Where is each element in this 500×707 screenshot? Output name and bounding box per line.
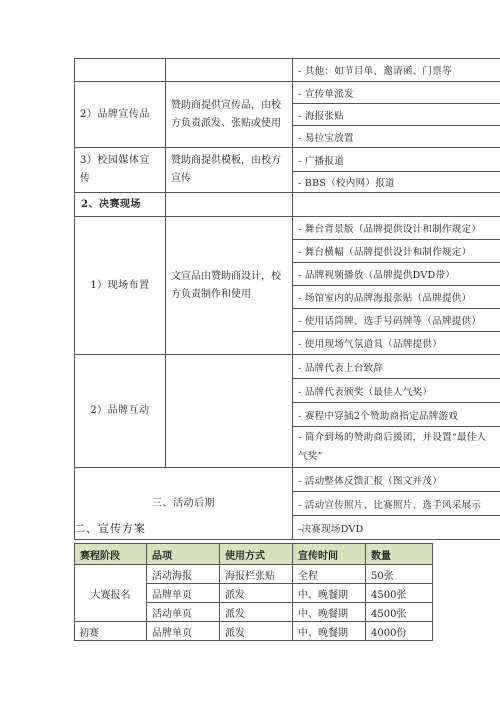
table-cell: 4500张 xyxy=(366,584,433,603)
table-cell: 中、晚餐期 xyxy=(293,622,366,641)
item-cell: - 简介到场的赞助商后援团，并设置“最佳人气奖” xyxy=(293,427,500,468)
table-cell: 中、晚餐期 xyxy=(293,603,366,622)
item-cell: - 使用话筒牌、选手号码牌等（品牌提供） xyxy=(293,309,500,332)
item-cell: - 海报张贴 xyxy=(293,104,500,126)
item-cell: - 活动整体反馈汇报（图文并茂） xyxy=(293,468,500,492)
table-row xyxy=(75,59,500,82)
section-title: 二、宣传方案 xyxy=(74,522,146,535)
table-cell: 4500张 xyxy=(366,603,433,622)
item-cell: - 易拉宝放置 xyxy=(293,126,500,148)
sponsorship-table xyxy=(74,58,500,540)
label-cell xyxy=(75,59,166,82)
row-description: 文宣品由赞助商设计，校方负责制作和使用 xyxy=(166,217,293,355)
table-cell: 中、晚餐期 xyxy=(293,584,366,603)
table-cell: 品牌单页 xyxy=(147,584,220,603)
table-cell: 活动海报 xyxy=(147,565,220,584)
column-header: 使用方式 xyxy=(220,544,293,565)
promotion-plan-table xyxy=(74,543,433,641)
desc-cell xyxy=(166,59,293,82)
item-cell: - 品牌视频播放（品牌提供DVD带） xyxy=(293,263,500,286)
item-cell: -决赛现场DVD xyxy=(293,516,500,540)
table-cell: 派发 xyxy=(220,584,293,603)
table-row xyxy=(75,193,500,217)
row-label: 1）现场布置 xyxy=(75,217,166,355)
column-header: 赛程阶段 xyxy=(75,544,147,565)
item-cell: - 赛程中穿插2个赞助商指定品牌游戏 xyxy=(293,403,500,427)
item-cell: - 品牌代表颁奖（最佳人气奖） xyxy=(293,379,500,403)
item-cell: - 场馆室内的品牌海报张贴（品牌提供） xyxy=(293,286,500,309)
table-row xyxy=(75,148,500,172)
column-header: 数量 xyxy=(366,544,433,565)
table-cell: 4000份 xyxy=(366,622,433,641)
item-cell: - 其他：如节目单、邀请函、门票等 xyxy=(293,59,500,82)
table-row xyxy=(75,622,433,641)
table-header-row xyxy=(75,544,433,565)
table-cell: 50张 xyxy=(366,565,433,584)
item-cell: - 使用现场气氛道具（品牌提供） xyxy=(293,332,500,355)
table-row xyxy=(75,565,433,584)
stage-cell: 大赛报名 xyxy=(75,565,147,622)
table-cell: 派发 xyxy=(220,603,293,622)
table-row xyxy=(75,468,500,492)
item-cell: - 品牌代表上台致辞 xyxy=(293,355,500,379)
section-heading: 2、决赛现场 xyxy=(75,193,166,217)
item-cell: - 广播报道 xyxy=(293,148,500,172)
row-description: 赞助商提供宣传品，由校方负责派发、张贴或使用 xyxy=(166,82,293,148)
item-cell: - 舞台横幅（品牌提供设计和制作规定） xyxy=(293,240,500,263)
table-row xyxy=(75,355,500,379)
stage-cell: 初赛 xyxy=(75,622,147,641)
table-cell: 品牌单页 xyxy=(147,622,220,641)
table-cell: 全程 xyxy=(293,565,366,584)
row-label: 2）品牌互动 xyxy=(75,355,166,468)
table-row xyxy=(75,217,500,240)
row-label: 三、活动后期 xyxy=(75,468,293,540)
table-row xyxy=(75,82,500,104)
column-header: 品项 xyxy=(147,544,220,565)
row-description: 赞助商提供模板，由校方宣传 xyxy=(166,148,293,193)
row-label: 2）品牌宣传品 xyxy=(75,82,166,148)
row-label: 3）校园媒体宣传 xyxy=(75,148,166,193)
column-header: 宣传时间 xyxy=(293,544,366,565)
item-cell: - BBS（校内网）报道 xyxy=(293,172,500,193)
item-cell: - 活动宣传照片、比赛照片、选手风采展示 xyxy=(293,492,500,516)
table-cell: 活动单页 xyxy=(147,603,220,622)
table-cell: 海报栏张贴 xyxy=(220,565,293,584)
empty-cell xyxy=(166,193,293,217)
item-cell: - 宣传单派发 xyxy=(293,82,500,104)
empty-cell xyxy=(293,193,500,217)
empty-cell xyxy=(166,355,293,468)
table-cell: 派发 xyxy=(220,622,293,641)
item-cell: - 舞台背景版（品牌提供设计和制作规定） xyxy=(293,217,500,240)
